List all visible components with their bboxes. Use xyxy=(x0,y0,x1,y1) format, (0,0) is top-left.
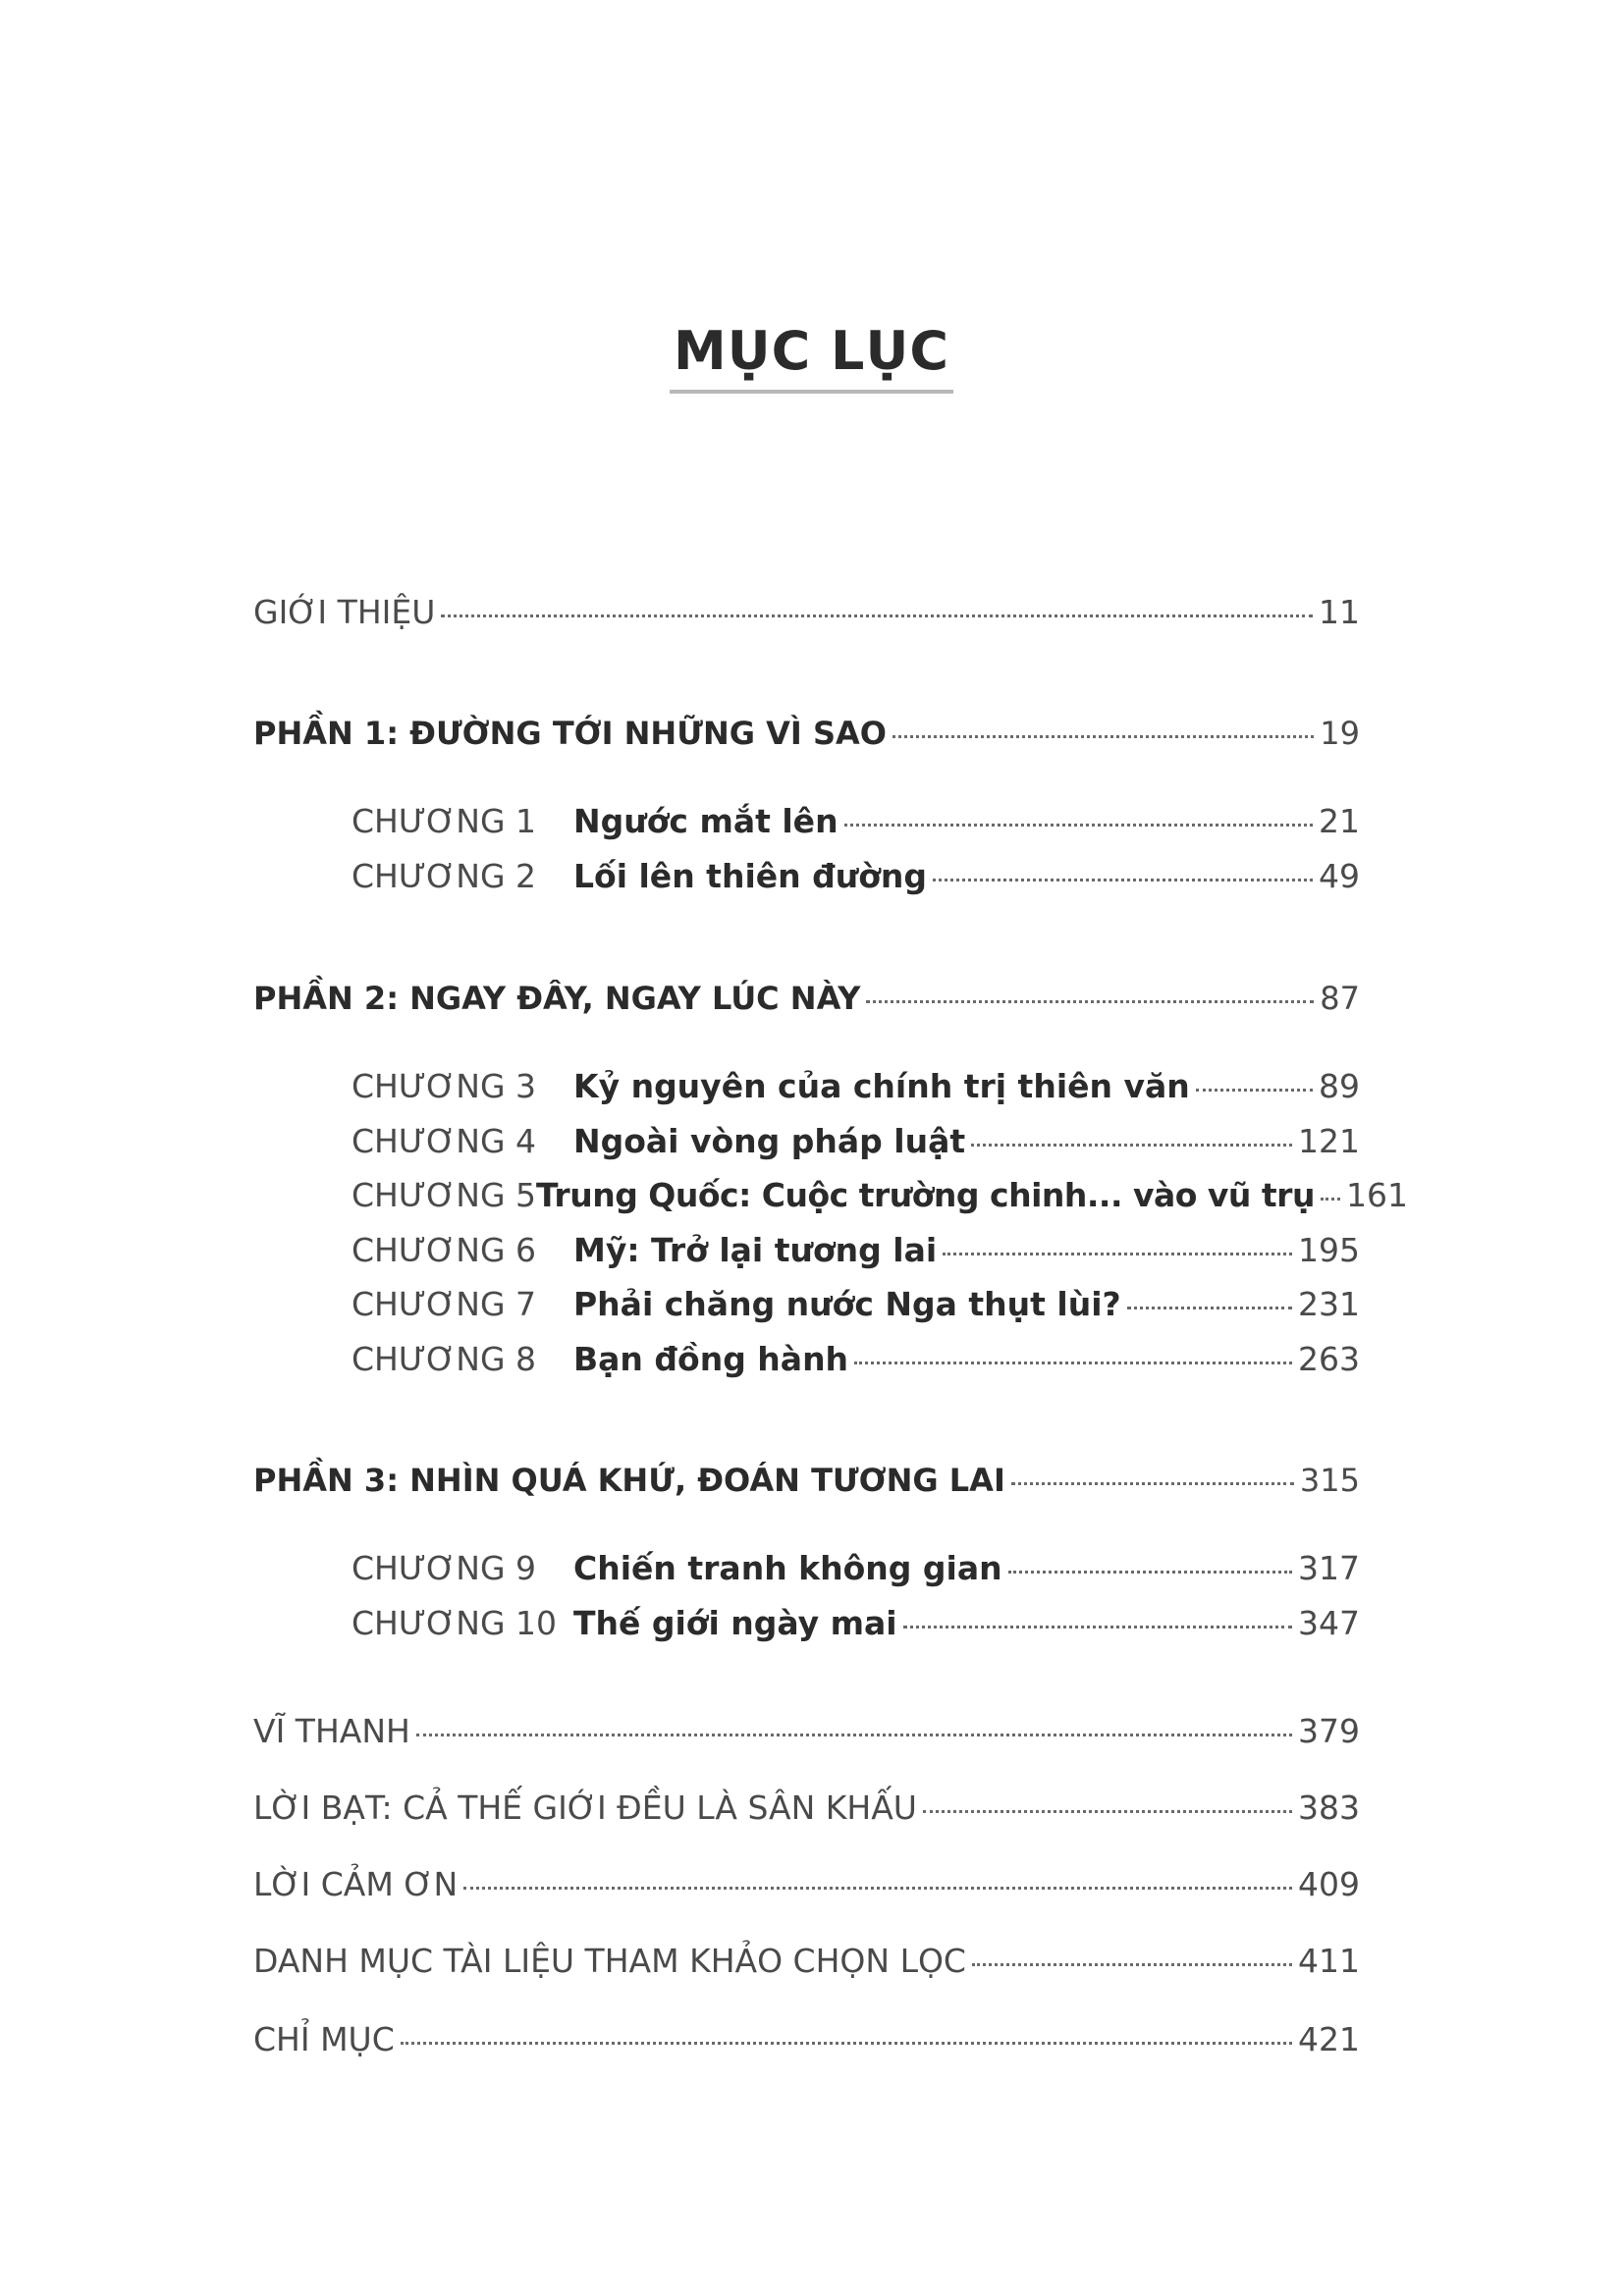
chapter-label: CHƯƠNG 2 xyxy=(352,857,537,895)
chapter-label: CHƯƠNG 4 xyxy=(352,1122,537,1160)
chapter-label: CHƯƠNG 3 xyxy=(352,1067,537,1105)
toc-entry-page: 19 xyxy=(1320,715,1360,752)
dot-leader xyxy=(903,1626,1292,1629)
chapter-title: Chiến tranh không gian xyxy=(573,1549,1002,1587)
dot-leader xyxy=(401,2042,1292,2045)
chapter-label: CHƯƠNG 8 xyxy=(352,1340,537,1378)
chapter-title: Mỹ: Trở lại tương lai xyxy=(573,1231,938,1269)
toc-entry-page: 231 xyxy=(1298,1285,1360,1323)
dot-leader xyxy=(971,1144,1292,1147)
toc-entry-title: CHỈ MỤC xyxy=(253,2020,395,2058)
toc-entry-page: 11 xyxy=(1319,593,1360,631)
toc-section-phan-2[interactable] xyxy=(253,977,1360,1020)
chapter-title: Bạn đồng hành xyxy=(573,1340,849,1378)
chapter-label: CHƯƠNG 10 xyxy=(352,1604,558,1642)
toc-entry-page: 317 xyxy=(1298,1549,1360,1587)
toc-section-title: PHẦN 1: ĐƯỜNG TỚI NHỮNG VÌ SAO xyxy=(253,715,887,752)
toc-entry-loi-cam-on[interactable] xyxy=(253,1863,1360,1906)
toc-entry-page: 347 xyxy=(1298,1604,1360,1642)
toc-entry-page: 315 xyxy=(1299,1462,1360,1499)
toc-entry-page: 121 xyxy=(1298,1122,1360,1160)
dot-leader xyxy=(893,735,1314,738)
chapter-title: Kỷ nguyên của chính trị thiên văn xyxy=(573,1067,1190,1105)
dot-leader xyxy=(866,1000,1314,1003)
dot-leader xyxy=(1127,1307,1292,1309)
toc-chapter-10[interactable] xyxy=(352,1602,1360,1645)
chapter-title: Ngước mắt lên xyxy=(573,802,839,840)
toc-entry-page: 87 xyxy=(1320,980,1360,1017)
dot-leader xyxy=(1011,1482,1294,1485)
toc-chapter-7[interactable] xyxy=(352,1283,1360,1326)
chapter-label: CHƯƠNG 5 xyxy=(352,1176,537,1214)
dot-leader xyxy=(854,1362,1292,1364)
toc-entry-title: GIỚI THIỆU xyxy=(253,593,436,631)
toc-entry-page: 379 xyxy=(1298,1712,1360,1750)
toc-chapter-9[interactable] xyxy=(352,1547,1360,1590)
toc-entry-tai-lieu-tham-khao[interactable] xyxy=(253,1940,1360,1983)
toc-entry-loi-bat[interactable] xyxy=(253,1787,1360,1830)
chapter-label: CHƯƠNG 9 xyxy=(352,1549,537,1587)
dot-leader xyxy=(844,824,1313,827)
toc-entry-page: 411 xyxy=(1298,1942,1360,1980)
chapter-title: Phải chăng nước Nga thụt lùi? xyxy=(573,1285,1121,1323)
toc-entry-page: 195 xyxy=(1298,1231,1360,1269)
toc-section-phan-1[interactable] xyxy=(253,712,1360,755)
toc-entry-title: LỜI CẢM ƠN xyxy=(253,1865,459,1903)
toc-entry-page: 421 xyxy=(1298,2020,1360,2058)
dot-leader xyxy=(1008,1571,1292,1574)
toc-entry-title: VĨ THANH xyxy=(253,1712,410,1750)
toc-entry-page: 161 xyxy=(1345,1176,1408,1214)
toc-entry-page: 49 xyxy=(1319,857,1360,895)
dot-leader xyxy=(463,1887,1292,1890)
chapter-title: Thế giới ngày mai xyxy=(573,1604,897,1642)
toc-entry-page: 263 xyxy=(1298,1340,1360,1378)
dot-leader xyxy=(923,1810,1292,1813)
dot-leader xyxy=(416,1734,1292,1736)
chapter-label: CHƯƠNG 1 xyxy=(352,802,537,840)
chapter-title: Lối lên thiên đường xyxy=(573,857,928,895)
page-title xyxy=(0,320,1623,394)
toc-entry-page: 21 xyxy=(1319,802,1360,840)
dot-leader xyxy=(972,1963,1292,1966)
toc-entry-title: LỜI BẠT: CẢ THẾ GIỚI ĐỀU LÀ SÂN KHẤU xyxy=(253,1789,917,1827)
toc-chapter-6[interactable] xyxy=(352,1229,1360,1272)
dot-leader xyxy=(933,879,1313,881)
chapter-title: Ngoài vòng pháp luật xyxy=(573,1122,966,1160)
dot-leader xyxy=(1196,1089,1313,1092)
toc-chapter-2[interactable] xyxy=(352,855,1360,898)
chapter-title: Trung Quốc: Cuộc trường chinh... vào vũ trụ xyxy=(536,1176,1315,1214)
toc-chapter-5[interactable] xyxy=(352,1174,1408,1217)
chapter-label: CHƯƠNG 7 xyxy=(352,1285,537,1323)
toc-chapter-8[interactable] xyxy=(352,1338,1360,1381)
dot-leader xyxy=(1321,1198,1340,1201)
toc-section-title: PHẦN 3: NHÌN QUÁ KHỨ, ĐOÁN TƯƠNG LAI xyxy=(253,1462,1005,1499)
toc-chapter-4[interactable] xyxy=(352,1120,1360,1163)
chapter-label: CHƯƠNG 6 xyxy=(352,1231,537,1269)
dot-leader xyxy=(441,614,1313,617)
toc-chapter-3[interactable] xyxy=(352,1065,1360,1108)
toc-entry-title: DANH MỤC TÀI LIỆU THAM KHẢO CHỌN LỌC xyxy=(253,1942,966,1980)
toc-entry-gioi-thieu[interactable] xyxy=(253,591,1360,634)
toc-entry-page: 89 xyxy=(1319,1067,1360,1105)
toc-entry-page: 383 xyxy=(1298,1789,1360,1827)
toc-section-title: PHẦN 2: NGAY ĐÂY, NGAY LÚC NÀY xyxy=(253,980,861,1017)
toc-entry-vi-thanh[interactable] xyxy=(253,1710,1360,1753)
dot-leader xyxy=(943,1253,1292,1255)
toc-entry-page: 409 xyxy=(1298,1865,1360,1903)
toc-chapter-1[interactable] xyxy=(352,800,1360,843)
toc-section-phan-3[interactable] xyxy=(253,1459,1360,1502)
page-title-text: MỤC LỤC xyxy=(670,320,953,394)
toc-entry-chi-muc[interactable] xyxy=(253,2018,1360,2061)
